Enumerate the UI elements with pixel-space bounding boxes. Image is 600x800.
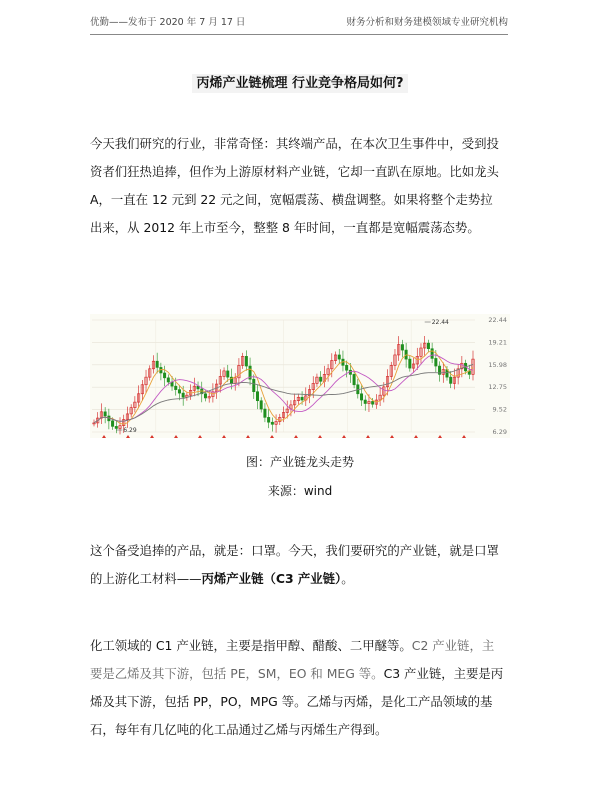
candle-body <box>163 373 165 378</box>
candle-body <box>256 392 258 401</box>
page-header <box>90 14 508 35</box>
candle-body <box>401 345 403 351</box>
annotation-label: 22.44 <box>431 319 449 326</box>
candle-body <box>319 377 321 381</box>
candle-body <box>156 361 158 367</box>
candle-body <box>360 394 362 400</box>
c2-text: C2 产业链，主要是乙烯及其下游，包括 PE，SM，EO 和 MEG 等。 <box>90 638 495 681</box>
candle-body <box>167 378 169 382</box>
chain-paragraph <box>90 632 505 744</box>
candle-body <box>267 417 269 422</box>
y-tick-label: 6.29 <box>492 428 507 436</box>
candle-body <box>260 401 262 409</box>
c1-text: 化工领域的 C1 产业链，主要是指甲醇、醋酸、二甲醚等。 <box>90 638 412 653</box>
mask-text: 这个备受追捧的产品，就是：口罩。今天，我们要研究的产业链，就是口罩的上游化工材料—— <box>90 543 499 586</box>
candle-body <box>301 397 303 400</box>
y-tick-label: 9.52 <box>492 405 507 414</box>
candle-body <box>435 358 437 366</box>
y-tick-label: 12.75 <box>488 383 507 392</box>
chart-caption: 图：产业链龙头走势 <box>245 455 354 469</box>
candle-body <box>245 356 247 366</box>
candle-body <box>409 359 411 368</box>
candle-body <box>338 355 340 359</box>
candle-body <box>371 401 373 404</box>
y-tick-label: 15.98 <box>488 360 507 369</box>
candle-body <box>104 412 106 416</box>
header-left: 优勤——发布于 2020 年 7 月 17 日 <box>90 17 246 28</box>
intro-paragraph: 今天我们研究的行业，非常奇怪：其终端产品，在本次卫生事件中，受到投资者们狂热追捧，但作为上游原材料产业链，它却一直趴在原地。比如龙头 A，一直在 12 元到 22 元之间，宽幅震荡、横盘调整。如果将整个走势拉出来，从 2012 年上市至今，整整 8 年时间，一直都是宽幅震荡态势。 <box>90 136 499 235</box>
candle-body <box>227 371 229 377</box>
candle-body <box>427 343 429 349</box>
candle-body <box>271 422 273 424</box>
mask-bold-text: 丙烯产业链（C3 产业链） <box>201 571 342 586</box>
candle-body <box>450 377 452 383</box>
candle-body <box>431 349 433 359</box>
y-tick-label: 22.44 <box>488 316 507 324</box>
candle-body <box>253 379 255 391</box>
mask-paragraph <box>90 537 505 593</box>
candle-body <box>345 365 347 370</box>
candle-body <box>182 393 184 397</box>
y-tick-label: 19.21 <box>488 338 507 347</box>
candle-body <box>264 409 266 417</box>
annotation-label: 6.29 <box>123 427 137 434</box>
stock-chart <box>90 314 510 438</box>
candle-body <box>204 394 206 398</box>
candle-body <box>178 390 180 393</box>
candle-body <box>175 386 177 389</box>
chart-source: 来源：wind <box>267 484 333 498</box>
c3-text: C3 产业链，主要是丙烯及其下游，包括 PP，PO，MPG 等。乙烯与丙烯，是化工产品领域的基石，每年有几亿吨的化工品通过乙烯与丙烯生产得到。 <box>90 666 504 737</box>
candle-body <box>353 374 355 384</box>
candle-body <box>115 426 117 428</box>
candle-body <box>364 400 366 403</box>
page-title: 丙烯产业链梳理 行业竞争格局如何? <box>0 72 600 91</box>
mask-text-end: 。 <box>341 571 354 586</box>
candle-body <box>111 421 113 427</box>
header-right: 财务分析和财务建模领域专业研究机构 <box>346 17 508 28</box>
